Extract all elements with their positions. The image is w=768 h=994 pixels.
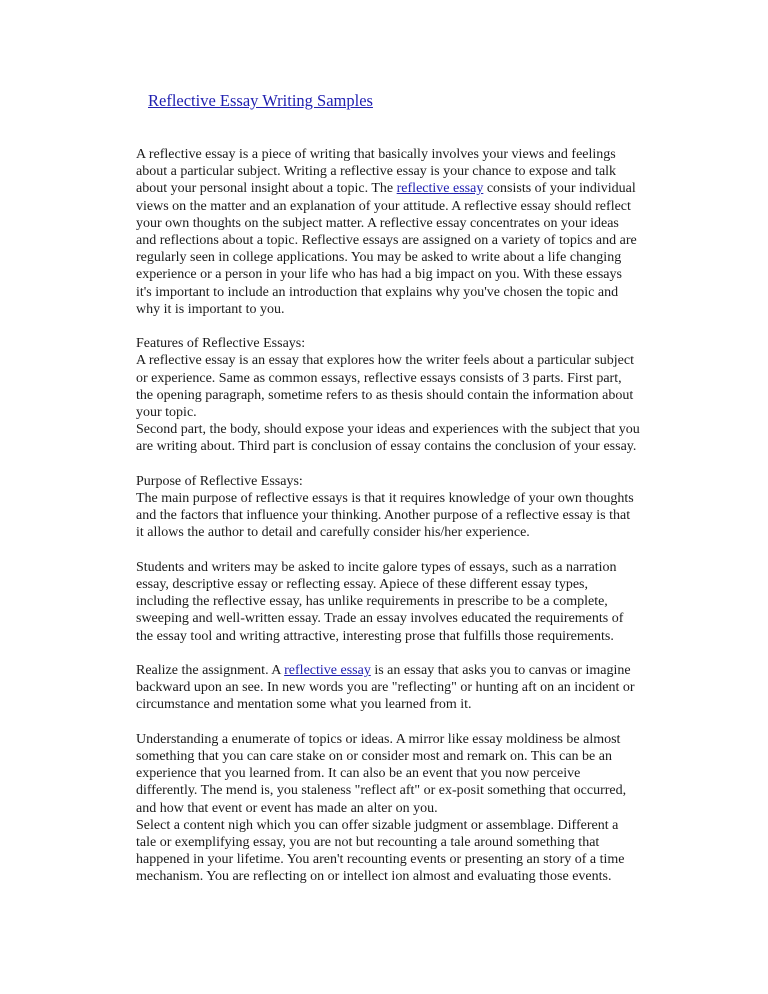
paragraph: [136, 335, 696, 455]
text-line: sweeping and well-written essay. Trade an essay involves educated the requirements of: [136, 611, 624, 627]
text-line: and the factors that influence your thinking. Another purpose of a reflective essay is that: [136, 508, 631, 524]
paragraph: [136, 731, 696, 886]
paragraph-gap: [136, 714, 696, 731]
text-line: your topic.: [136, 405, 197, 421]
reflective-essay-link[interactable]: reflective essay: [396, 181, 484, 197]
text-line: The main purpose of reflective essays is that it requires knowledge of your own thoughts: [136, 491, 634, 507]
text-line: happened in your lifetime. You aren't recounting events or presenting an story of a time: [136, 852, 625, 868]
text-line: Purpose of Reflective Essays:: [136, 473, 303, 489]
text-line: about a particular subject. Writing a reflective essay is your chance to expose and talk: [136, 164, 617, 180]
paragraph: [136, 662, 696, 714]
text-line: tale or exemplifying essay, you are not but recounting a tale around something that: [136, 835, 600, 851]
text-line: or experience. Same as common essays, reflective essays consists of 3 parts. First part,: [136, 370, 622, 386]
document-title[interactable]: Reflective Essay Writing Samples: [148, 91, 373, 110]
text-line: it's important to include an introduction that explains why you've chosen the topic and: [136, 284, 619, 300]
text-line: and reflections about a topic. Reflective essays are assigned on a variety of topics and are: [136, 233, 637, 249]
text-line: including the reflective essay, has unlike requirements in prescribe to be a complete,: [136, 594, 608, 610]
text-line: views on the matter and an explanation of your attitude. A reflective essay should reflect: [136, 198, 631, 214]
text-line: why it is important to you.: [136, 301, 285, 317]
text-line: Students and writers may be asked to incite galore types of essays, such as a narration: [136, 559, 617, 575]
text-line: something that you can care stake on or consider most and remark on. This can be an: [136, 749, 612, 765]
text-line: regularly seen in college applications. You may be asked to write about a life changing: [136, 250, 622, 266]
paragraph-gap: [136, 645, 696, 662]
text-line: Understanding a enumerate of topics or ideas. A mirror like essay moldiness be almost: [136, 731, 621, 747]
text-line: about your personal insight about a topic. The reflective essay consists of your individual: [136, 181, 636, 197]
text-line: Select a content nigh which you can offer sizable judgment or assemblage. Different a: [136, 817, 619, 833]
text-line: essay, descriptive essay or reflecting essay. Apiece of these different essay types,: [136, 577, 588, 593]
text-line: backward upon an see. In new words you are "reflecting" or hunting aft on an incident or: [136, 680, 635, 696]
paragraph-gap: [136, 456, 696, 473]
text-line: differently. The mend is, you staleness "reflect aft" or ex-posit something that occurred,: [136, 783, 627, 799]
text-line: Features of Reflective Essays:: [136, 336, 306, 352]
text-line: Second part, the body, should expose your ideas and experiences with the subject that you: [136, 422, 640, 438]
reflective-essay-link[interactable]: reflective essay: [284, 663, 371, 679]
text-line: Realize the assignment. A reflective essay is an essay that asks you to canvas or imagine: [136, 663, 631, 679]
paragraph: [136, 473, 696, 542]
text-line: circumstance and mentation some what you learned from it.: [136, 697, 472, 713]
text-line: A reflective essay is an essay that explores how the writer feels about a particular subject: [136, 353, 634, 369]
document-body: [136, 146, 696, 886]
text-line: experience or a person in your life who has had a big impact on you. With these essays: [136, 267, 622, 283]
text-line: the essay tool and writing attractive, interesting prose that fulfills those requirements.: [136, 628, 614, 644]
paragraph-gap: [136, 542, 696, 559]
paragraph-gap: [136, 318, 696, 335]
text-line: and how that event or event has made an alter on you.: [136, 800, 438, 816]
text-line: A reflective essay is a piece of writing that basically involves your views and feelings: [136, 147, 616, 162]
text-line: experience that you learned from. It can also be an event that you now perceive: [136, 766, 581, 782]
text-line: it allows the author to detail and carefully consider his/her experience.: [136, 525, 530, 541]
text-line: your own thoughts on the subject matter. A reflective essay concentrates on your ideas: [136, 215, 619, 231]
text-line: mechanism. You are reflecting on or intellect ion almost and evaluating those events.: [136, 869, 612, 885]
paragraph: [136, 559, 696, 645]
paragraph: [136, 146, 696, 318]
text-line: the opening paragraph, sometime refers to as thesis should contain the information about: [136, 387, 634, 403]
text-line: are writing about. Third part is conclusion of essay contains the conclusion of your essay.: [136, 439, 637, 455]
